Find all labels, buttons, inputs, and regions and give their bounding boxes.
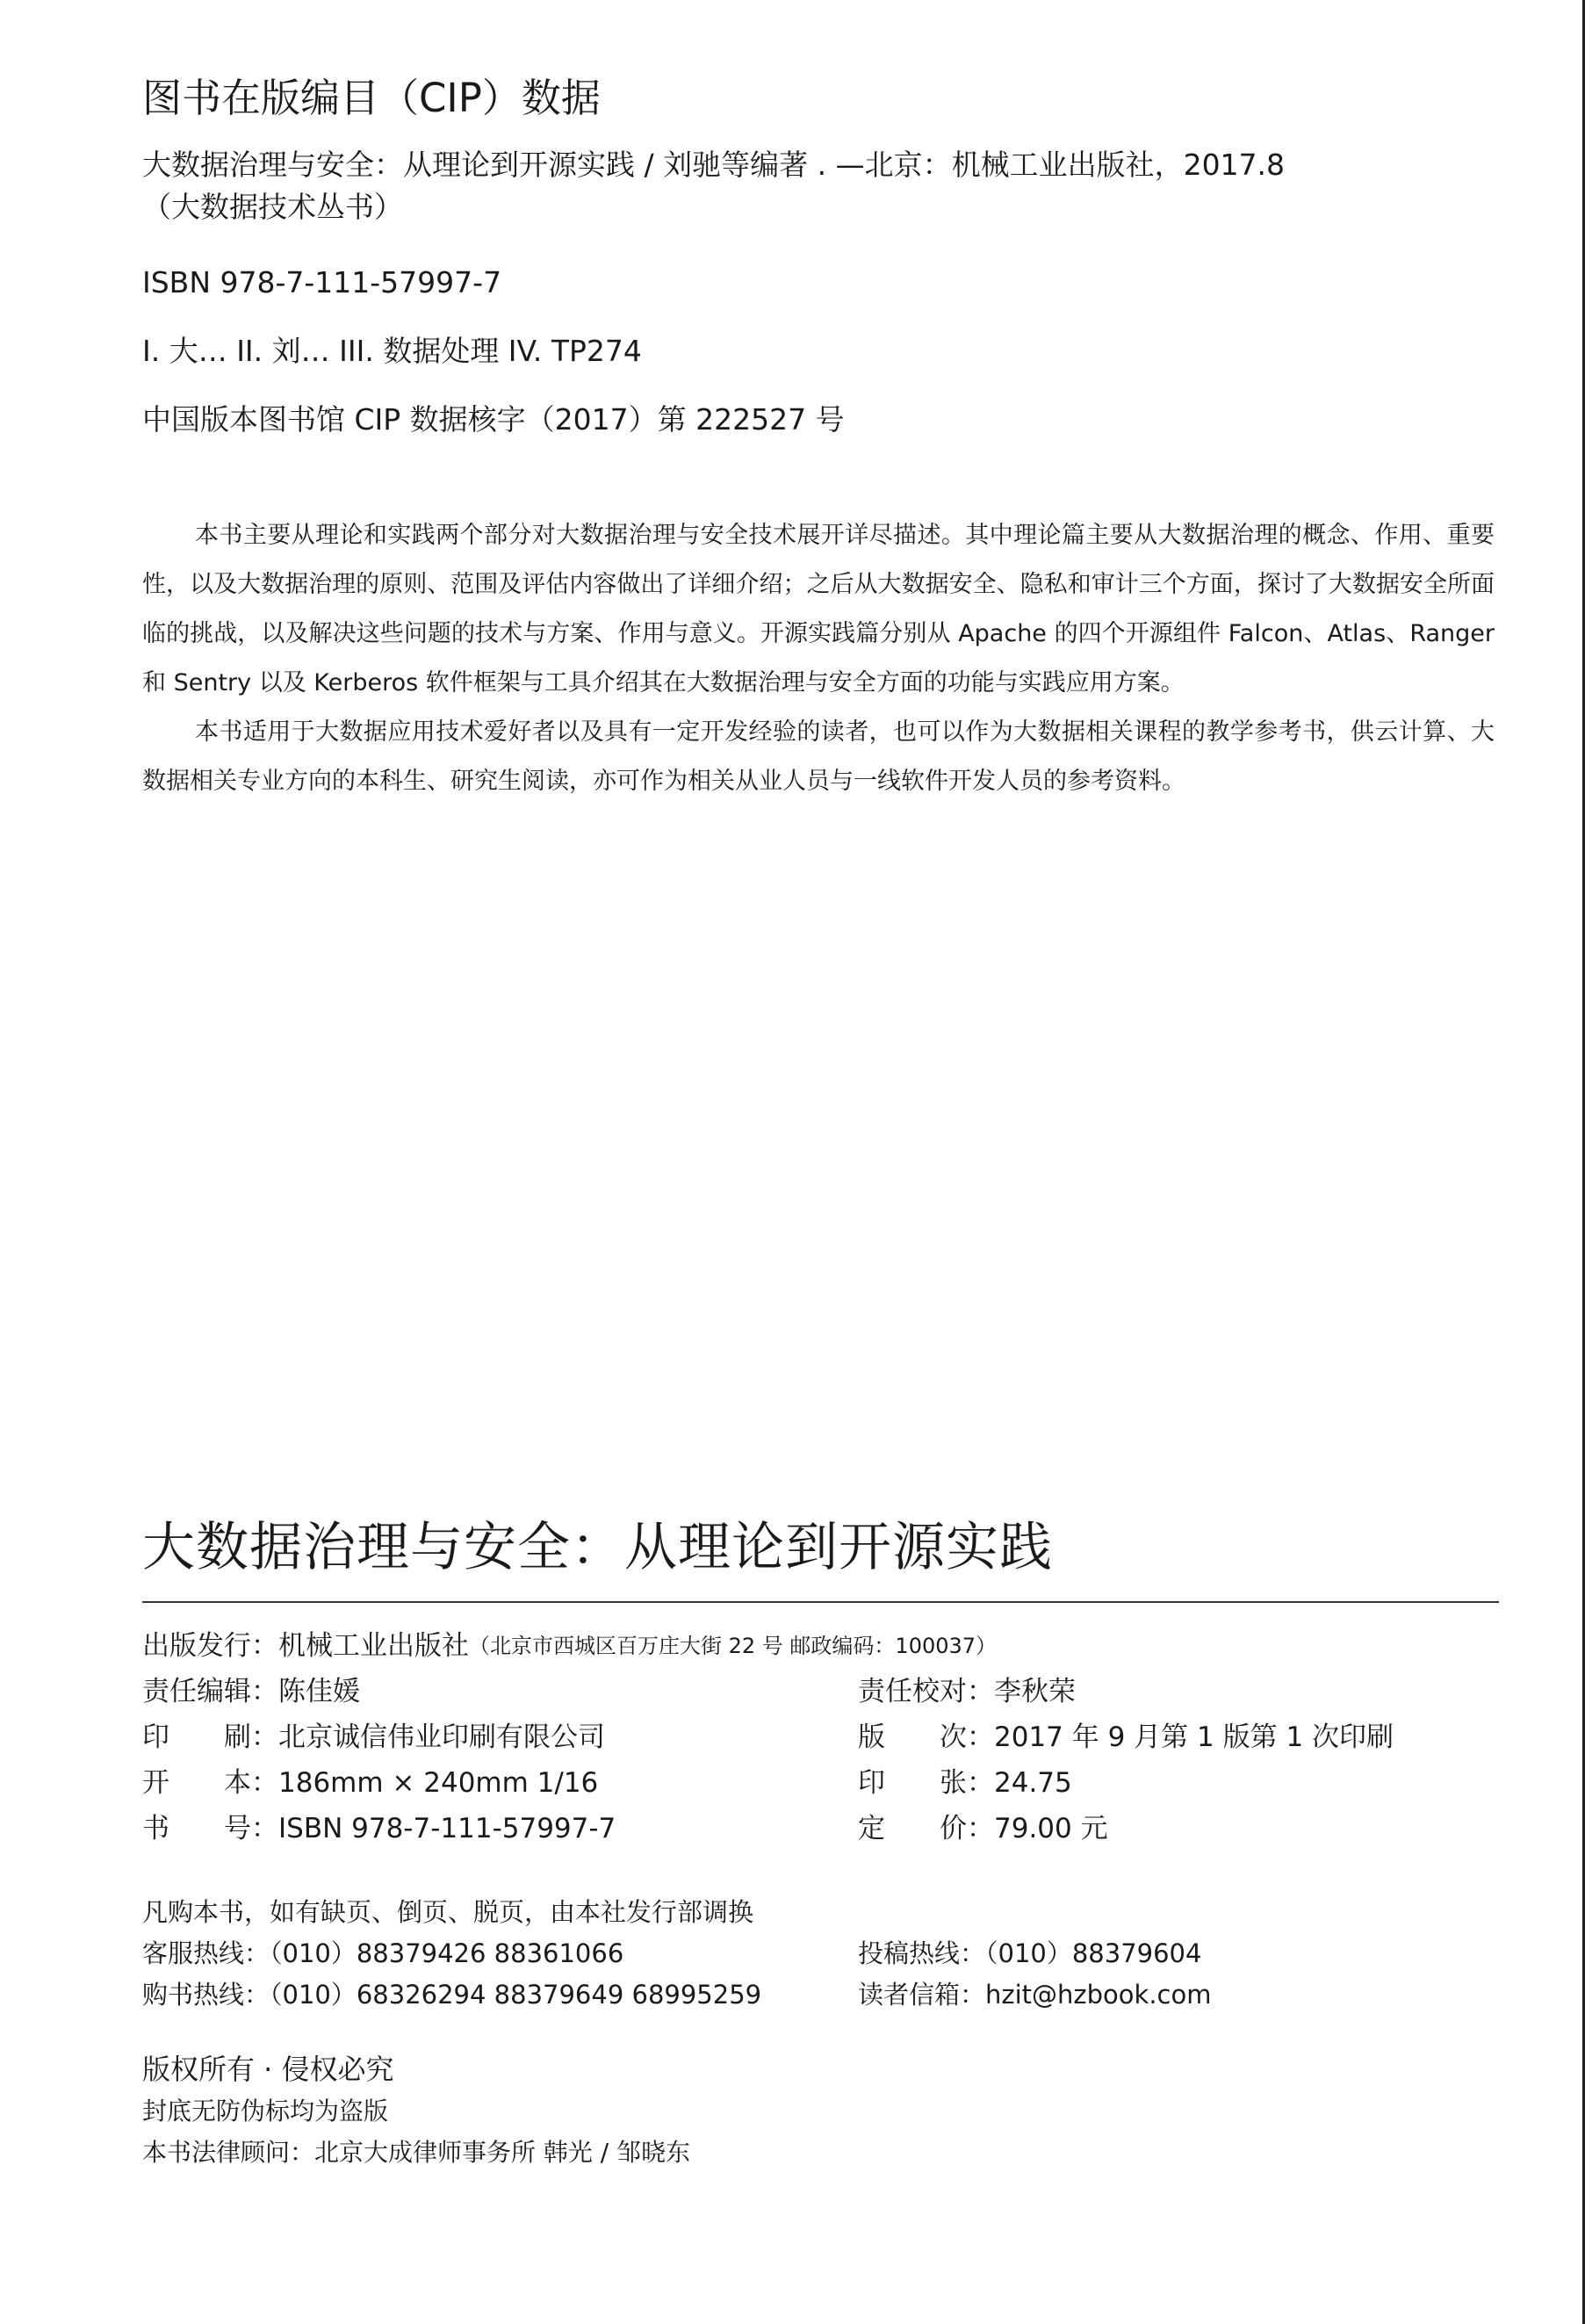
cip-isbn: ISBN 978-7-111-57997-7 xyxy=(142,265,502,300)
imprint-row-publisher xyxy=(142,1623,1499,1669)
rights-block xyxy=(142,2048,690,2173)
imprint-row xyxy=(142,1669,1499,1714)
format: 开 本：186mm × 240mm 1/16 xyxy=(142,1767,599,1799)
reader-email: 读者信箱：hzit@hzbook.com xyxy=(858,1980,1212,2010)
imprint-row xyxy=(142,1760,1499,1806)
cip-record: 中国版本图书馆 CIP 数据核字（2017）第 222527 号 xyxy=(142,402,845,437)
purchase-hotline: 购书热线：（010）68326294 88379649 68995259 xyxy=(142,1980,762,2010)
publisher-address: （北京市西城区百万庄大街 22 号 邮政编码：100037） xyxy=(469,1634,998,1658)
legal-counsel: 本书法律顾问：北京大成律师事务所 韩光 / 邹晓东 xyxy=(142,2138,691,2167)
anti-counterfeit-note: 封底无防伪标均为盗版 xyxy=(142,2097,389,2126)
imprint-row xyxy=(142,1714,1499,1760)
contact-info xyxy=(142,1892,1499,2016)
publisher: 出版发行：机械工业出版社 xyxy=(142,1630,469,1662)
cip-title-line: 大数据治理与安全：从理论到开源实践 / 刘驰等编著 . —北京：机械工业出版社，2017.8 xyxy=(142,148,1286,182)
sheets: 印 张：24.75 xyxy=(858,1767,1072,1799)
contact-row xyxy=(142,1933,1499,1974)
printer: 印 刷：北京诚信伟业印刷有限公司 xyxy=(142,1721,605,1753)
contact-row xyxy=(142,1892,1499,1933)
book-number: 书 号：ISBN 978-7-111-57997-7 xyxy=(142,1813,616,1844)
cip-heading: 图书在版编目（CIP）数据 xyxy=(142,75,601,121)
abstract xyxy=(142,511,1495,806)
editor: 责任编辑：陈佳媛 xyxy=(142,1676,360,1707)
edition: 版 次：2017 年 9 月第 1 版第 1 次印刷 xyxy=(858,1721,1394,1753)
defect-note: 凡购本书，如有缺页、倒页、脱页，由本社发行部调换 xyxy=(142,1897,754,1927)
imprint-details xyxy=(142,1623,1499,1851)
submission-hotline: 投稿热线：（010）88379604 xyxy=(858,1938,1202,1968)
imprint-title: 大数据治理与安全：从理论到开源实践 xyxy=(142,1517,1053,1578)
service-hotline: 客服热线：（010）88379426 88361066 xyxy=(142,1938,624,1968)
cip-block xyxy=(142,72,1495,441)
price: 定 价：79.00 元 xyxy=(858,1813,1108,1844)
imprint-row xyxy=(142,1806,1499,1851)
divider xyxy=(142,1601,1499,1603)
proofreader: 责任校对：李秋荣 xyxy=(858,1676,1076,1707)
cip-series: （大数据技术丛书） xyxy=(142,190,403,224)
contact-row xyxy=(142,1974,1499,2016)
abstract-paragraph-1: 本书主要从理论和实践两个部分对大数据治理与安全技术展开详尽描述。其中理论篇主要从大数据治理的概念、作用、重要性，以及大数据治理的原则、范围及评估内容做出了详细介绍；之后从大数据安全、隐私和审计三个方面，探讨了大数据安全所面临的挑战，以及解决这些问题的技术与方案、作用与意义。开源实践篇分别从 Apache 的四个开源组件 Falcon、Atlas、Ranger 和 Sentry 以及 Kerberos 软件框架与工具介绍其在大数据治理与安全方面的功能与实践应用方案。 xyxy=(142,522,1495,696)
abstract-paragraph-2: 本书适用于大数据应用技术爱好者以及具有一定开发经验的读者，也可以作为大数据相关课程的教学参考书，供云计算、大数据相关专业方向的本科生、研究生阅读，亦可作为相关从业人员与一线软件开发人员的参考资料。 xyxy=(142,718,1495,795)
cip-classification: I. 大… II. 刘… III. 数据处理 IV. TP274 xyxy=(142,334,642,368)
all-rights-reserved: 版权所有 · 侵权必究 xyxy=(142,2053,394,2086)
